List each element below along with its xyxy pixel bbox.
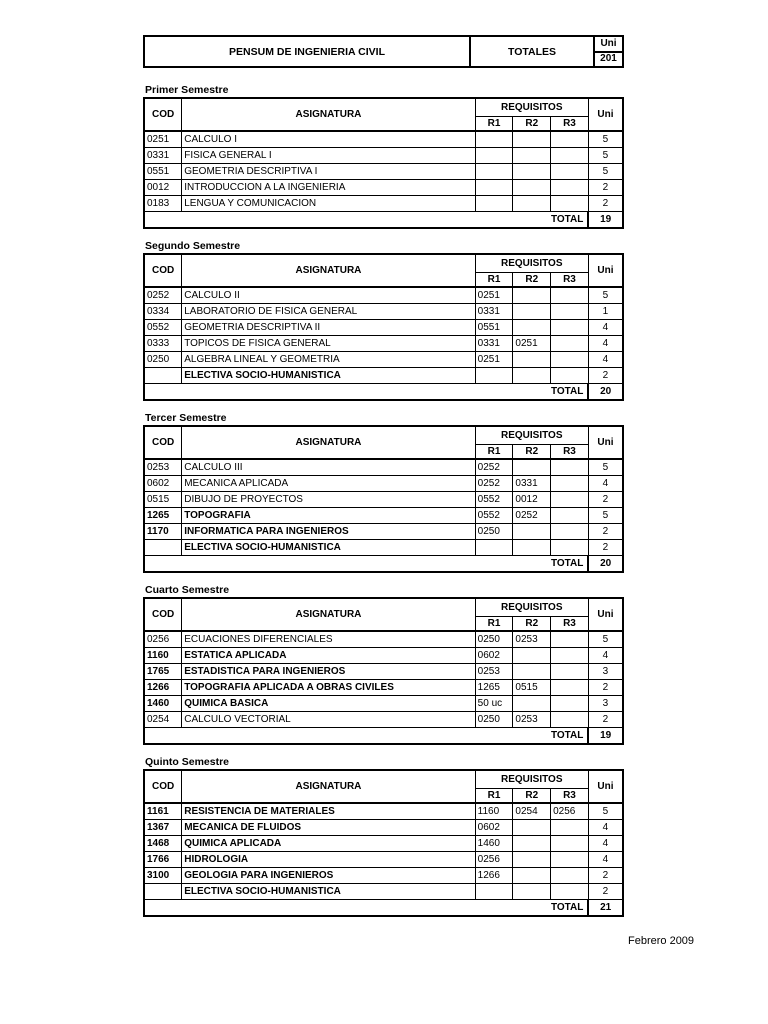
course-units: 5 <box>588 164 623 180</box>
table-row <box>144 336 623 352</box>
prerequisite-r3 <box>551 131 589 148</box>
course-name: DIBUJO DE PROYECTOS <box>182 492 475 508</box>
course-units: 2 <box>588 868 623 884</box>
course-name: LABORATORIO DE FISICA GENERAL <box>182 304 475 320</box>
course-units: 1 <box>588 304 623 320</box>
course-code: 0602 <box>144 476 182 492</box>
course-name: CALCULO III <box>182 459 475 476</box>
col-header-r3: R3 <box>551 117 589 132</box>
course-units: 3 <box>588 664 623 680</box>
prerequisite-r3 <box>551 820 589 836</box>
semester-total: 20 <box>588 384 623 401</box>
table-row <box>144 287 623 304</box>
table-row <box>144 868 623 884</box>
prerequisite-r3 <box>551 712 589 728</box>
prerequisite-r3 <box>551 336 589 352</box>
total-row <box>144 728 623 745</box>
prerequisite-r2: 0252 <box>513 508 551 524</box>
prerequisite-r2 <box>513 352 551 368</box>
col-header-r2: R2 <box>513 445 551 460</box>
prerequisite-r3 <box>551 524 589 540</box>
col-header-uni: Uni <box>588 254 623 287</box>
col-header-asignatura: ASIGNATURA <box>182 98 475 131</box>
course-code: 0331 <box>144 148 182 164</box>
prerequisite-r2 <box>513 287 551 304</box>
pensum-header <box>143 35 624 68</box>
course-units: 5 <box>588 803 623 820</box>
col-header-r2: R2 <box>513 117 551 132</box>
prerequisite-r3 <box>551 852 589 868</box>
prerequisite-r1 <box>475 368 513 384</box>
total-row <box>144 556 623 573</box>
prerequisite-r2 <box>513 131 551 148</box>
semester-table <box>143 97 624 229</box>
course-code <box>144 540 182 556</box>
course-code: 1460 <box>144 696 182 712</box>
table-row <box>144 803 623 820</box>
course-code: 1161 <box>144 803 182 820</box>
course-name: ESTATICA APLICADA <box>182 648 475 664</box>
prerequisite-r1: 0256 <box>475 852 513 868</box>
course-code: 0253 <box>144 459 182 476</box>
prerequisite-r3 <box>551 868 589 884</box>
prerequisite-r3 <box>551 631 589 648</box>
prerequisite-r3 <box>551 352 589 368</box>
course-name: RESISTENCIA DE MATERIALES <box>182 803 475 820</box>
course-name: ELECTIVA SOCIO-HUMANISTICA <box>182 368 475 384</box>
col-header-requisitos: REQUISITOS <box>475 98 588 117</box>
table-row <box>144 508 623 524</box>
course-code: 1367 <box>144 820 182 836</box>
course-code: 3100 <box>144 868 182 884</box>
course-name: INTRODUCCION A LA INGENIERIA <box>182 180 475 196</box>
course-units: 2 <box>588 680 623 696</box>
prerequisite-r2 <box>513 868 551 884</box>
footer-date: Febrero 2009 <box>628 935 695 947</box>
prerequisite-r1 <box>475 164 513 180</box>
course-name: GEOMETRIA DESCRIPTIVA II <box>182 320 475 336</box>
semester-title: Quinto Semestre <box>145 756 230 768</box>
prerequisite-r1: 0250 <box>475 631 513 648</box>
col-header-uni: Uni <box>588 98 623 131</box>
course-name: ELECTIVA SOCIO-HUMANISTICA <box>182 540 475 556</box>
course-name: MECANICA DE FLUIDOS <box>182 820 475 836</box>
total-units-label: Uni <box>595 37 622 53</box>
prerequisite-r1: 0250 <box>475 524 513 540</box>
course-name: QUIMICA APLICADA <box>182 836 475 852</box>
prerequisite-r1: 1160 <box>475 803 513 820</box>
prerequisite-r3 <box>551 476 589 492</box>
col-header-r1: R1 <box>475 789 513 804</box>
prerequisite-r1 <box>475 180 513 196</box>
course-units: 4 <box>588 836 623 852</box>
prerequisite-r2 <box>513 304 551 320</box>
prerequisite-r2 <box>513 820 551 836</box>
prerequisite-r3 <box>551 648 589 664</box>
prerequisite-r3 <box>551 884 589 900</box>
course-units: 2 <box>588 540 623 556</box>
course-units: 3 <box>588 696 623 712</box>
course-units: 4 <box>588 352 623 368</box>
table-row <box>144 524 623 540</box>
col-header-requisitos: REQUISITOS <box>475 598 588 617</box>
course-units: 4 <box>588 320 623 336</box>
prerequisite-r1: 1460 <box>475 836 513 852</box>
total-label: TOTAL <box>550 558 584 569</box>
total-row <box>144 900 623 917</box>
course-name: GEOLOGIA PARA INGENIEROS <box>182 868 475 884</box>
prerequisite-r2 <box>513 540 551 556</box>
course-code: 1766 <box>144 852 182 868</box>
prerequisite-r1: 50 uc <box>475 696 513 712</box>
prerequisite-r3 <box>551 287 589 304</box>
table-row <box>144 492 623 508</box>
col-header-cod: COD <box>144 770 182 803</box>
prerequisite-r2 <box>513 180 551 196</box>
course-name: CALCULO VECTORIAL <box>182 712 475 728</box>
course-name: GEOMETRIA DESCRIPTIVA I <box>182 164 475 180</box>
course-units: 5 <box>588 508 623 524</box>
course-code: 0515 <box>144 492 182 508</box>
prerequisite-r1: 0252 <box>475 476 513 492</box>
col-header-r1: R1 <box>475 617 513 632</box>
course-code: 1266 <box>144 680 182 696</box>
prerequisite-r1: 1265 <box>475 680 513 696</box>
semester-title: Cuarto Semestre <box>145 584 230 596</box>
table-row <box>144 368 623 384</box>
course-units: 2 <box>588 180 623 196</box>
col-header-r1: R1 <box>475 117 513 132</box>
course-units: 2 <box>588 524 623 540</box>
col-header-requisitos: REQUISITOS <box>475 426 588 445</box>
col-header-r1: R1 <box>475 273 513 288</box>
table-row <box>144 476 623 492</box>
col-header-asignatura: ASIGNATURA <box>182 770 475 803</box>
semester-table <box>143 597 624 745</box>
col-header-asignatura: ASIGNATURA <box>182 254 475 287</box>
prerequisite-r2 <box>513 664 551 680</box>
col-header-r2: R2 <box>513 617 551 632</box>
prerequisite-r3 <box>551 304 589 320</box>
course-units: 5 <box>588 459 623 476</box>
table-row <box>144 148 623 164</box>
course-name: TOPICOS DE FISICA GENERAL <box>182 336 475 352</box>
prerequisite-r2: 0253 <box>513 631 551 648</box>
course-units: 2 <box>588 884 623 900</box>
prerequisite-r1: 0602 <box>475 820 513 836</box>
prerequisite-r3 <box>551 148 589 164</box>
pensum-title: PENSUM DE INGENIERIA CIVIL <box>145 37 471 66</box>
col-header-r2: R2 <box>513 273 551 288</box>
course-name: TOPOGRAFIA <box>182 508 475 524</box>
totals-label: TOTALES <box>471 37 595 66</box>
semester-table <box>143 769 624 917</box>
col-header-r3: R3 <box>551 789 589 804</box>
prerequisite-r1: 0602 <box>475 648 513 664</box>
table-row <box>144 196 623 212</box>
col-header-cod: COD <box>144 598 182 631</box>
total-row <box>144 384 623 401</box>
total-units-value: 201 <box>600 53 617 65</box>
course-code: 0183 <box>144 196 182 212</box>
prerequisite-r2 <box>513 852 551 868</box>
prerequisite-r3: 0256 <box>551 803 589 820</box>
prerequisite-r3 <box>551 368 589 384</box>
prerequisite-r3 <box>551 508 589 524</box>
prerequisite-r2 <box>513 696 551 712</box>
course-code: 0012 <box>144 180 182 196</box>
course-units: 2 <box>588 368 623 384</box>
total-label: TOTAL <box>550 902 584 913</box>
prerequisite-r2 <box>513 648 551 664</box>
course-name: LENGUA Y COMUNICACION <box>182 196 475 212</box>
table-row <box>144 648 623 664</box>
table-row <box>144 180 623 196</box>
col-header-r3: R3 <box>551 273 589 288</box>
prerequisite-r1: 0253 <box>475 664 513 680</box>
total-label: TOTAL <box>550 730 584 741</box>
table-row <box>144 696 623 712</box>
prerequisite-r1 <box>475 131 513 148</box>
prerequisite-r2 <box>513 368 551 384</box>
table-row <box>144 631 623 648</box>
course-code: 0254 <box>144 712 182 728</box>
course-name: CALCULO I <box>182 131 475 148</box>
table-row <box>144 320 623 336</box>
table-row <box>144 884 623 900</box>
prerequisite-r1: 1266 <box>475 868 513 884</box>
prerequisite-r2 <box>513 524 551 540</box>
prerequisite-r2 <box>513 884 551 900</box>
course-units: 2 <box>588 196 623 212</box>
prerequisite-r3 <box>551 664 589 680</box>
table-row <box>144 459 623 476</box>
prerequisite-r2 <box>513 164 551 180</box>
prerequisite-r1 <box>475 884 513 900</box>
course-units: 4 <box>588 820 623 836</box>
course-code: 1160 <box>144 648 182 664</box>
course-code <box>144 368 182 384</box>
prerequisite-r1: 0331 <box>475 304 513 320</box>
semester-total: 19 <box>588 728 623 745</box>
course-units: 5 <box>588 631 623 648</box>
total-row <box>144 212 623 229</box>
course-name: MECANICA APLICADA <box>182 476 475 492</box>
prerequisite-r1 <box>475 196 513 212</box>
prerequisite-r3 <box>551 680 589 696</box>
prerequisite-r2: 0254 <box>513 803 551 820</box>
prerequisite-r1: 0252 <box>475 459 513 476</box>
total-label: TOTAL <box>550 386 584 397</box>
course-units: 5 <box>588 148 623 164</box>
prerequisite-r2: 0253 <box>513 712 551 728</box>
prerequisite-r1: 0331 <box>475 336 513 352</box>
prerequisite-r3 <box>551 492 589 508</box>
course-units: 2 <box>588 492 623 508</box>
prerequisite-r2: 0331 <box>513 476 551 492</box>
course-units: 4 <box>588 336 623 352</box>
col-header-uni: Uni <box>588 770 623 803</box>
prerequisite-r2: 0515 <box>513 680 551 696</box>
col-header-r3: R3 <box>551 445 589 460</box>
col-header-uni: Uni <box>588 426 623 459</box>
course-code: 0252 <box>144 287 182 304</box>
course-code: 1468 <box>144 836 182 852</box>
course-units: 5 <box>588 131 623 148</box>
prerequisite-r3 <box>551 540 589 556</box>
semester-table <box>143 425 624 573</box>
prerequisite-r3 <box>551 696 589 712</box>
course-code: 0251 <box>144 131 182 148</box>
col-header-requisitos: REQUISITOS <box>475 770 588 789</box>
prerequisite-r2: 0012 <box>513 492 551 508</box>
prerequisite-r3 <box>551 320 589 336</box>
total-units <box>595 37 622 66</box>
prerequisite-r1: 0251 <box>475 287 513 304</box>
course-code: 0256 <box>144 631 182 648</box>
course-name: HIDROLOGIA <box>182 852 475 868</box>
course-name: ALGEBRA LINEAL Y GEOMETRIA <box>182 352 475 368</box>
col-header-uni: Uni <box>588 598 623 631</box>
table-row <box>144 820 623 836</box>
course-code <box>144 884 182 900</box>
prerequisite-r2 <box>513 836 551 852</box>
total-label: TOTAL <box>550 214 584 225</box>
prerequisite-r1: 0552 <box>475 492 513 508</box>
col-header-requisitos: REQUISITOS <box>475 254 588 273</box>
table-row <box>144 836 623 852</box>
semester-total: 19 <box>588 212 623 229</box>
col-header-asignatura: ASIGNATURA <box>182 426 475 459</box>
col-header-r3: R3 <box>551 617 589 632</box>
course-name: INFORMATICA PARA INGENIEROS <box>182 524 475 540</box>
table-row <box>144 131 623 148</box>
semester-title: Segundo Semestre <box>145 240 241 252</box>
course-code: 1765 <box>144 664 182 680</box>
semester-title: Tercer Semestre <box>145 412 227 424</box>
prerequisite-r3 <box>551 836 589 852</box>
prerequisite-r3 <box>551 459 589 476</box>
semester-total: 20 <box>588 556 623 573</box>
table-row <box>144 852 623 868</box>
semester-total: 21 <box>588 900 623 917</box>
col-header-r2: R2 <box>513 789 551 804</box>
prerequisite-r3 <box>551 164 589 180</box>
course-units: 4 <box>588 852 623 868</box>
course-name: TOPOGRAFIA APLICADA A OBRAS CIVILES <box>182 680 475 696</box>
prerequisite-r1 <box>475 540 513 556</box>
prerequisite-r2 <box>513 320 551 336</box>
col-header-asignatura: ASIGNATURA <box>182 598 475 631</box>
course-code: 0334 <box>144 304 182 320</box>
table-row <box>144 304 623 320</box>
prerequisite-r1: 0251 <box>475 352 513 368</box>
course-code: 0551 <box>144 164 182 180</box>
table-row <box>144 680 623 696</box>
course-code: 1170 <box>144 524 182 540</box>
course-name: ELECTIVA SOCIO-HUMANISTICA <box>182 884 475 900</box>
prerequisite-r1: 0551 <box>475 320 513 336</box>
course-units: 4 <box>588 648 623 664</box>
course-code: 0552 <box>144 320 182 336</box>
prerequisite-r3 <box>551 196 589 212</box>
course-code: 0250 <box>144 352 182 368</box>
prerequisite-r1 <box>475 148 513 164</box>
course-name: ECUACIONES DIFERENCIALES <box>182 631 475 648</box>
course-units: 4 <box>588 476 623 492</box>
table-row <box>144 540 623 556</box>
course-code: 1265 <box>144 508 182 524</box>
prerequisite-r2 <box>513 196 551 212</box>
semester-table <box>143 253 624 401</box>
course-name: QUIMICA BASICA <box>182 696 475 712</box>
col-header-r1: R1 <box>475 445 513 460</box>
prerequisite-r3 <box>551 180 589 196</box>
table-row <box>144 352 623 368</box>
prerequisite-r1: 0250 <box>475 712 513 728</box>
table-row <box>144 712 623 728</box>
table-row <box>144 164 623 180</box>
prerequisite-r2 <box>513 148 551 164</box>
course-units: 2 <box>588 712 623 728</box>
table-row <box>144 664 623 680</box>
col-header-cod: COD <box>144 254 182 287</box>
col-header-cod: COD <box>144 426 182 459</box>
col-header-cod: COD <box>144 98 182 131</box>
prerequisite-r1: 0552 <box>475 508 513 524</box>
course-units: 5 <box>588 287 623 304</box>
course-name: FISICA GENERAL I <box>182 148 475 164</box>
course-name: CALCULO II <box>182 287 475 304</box>
semester-title: Primer Semestre <box>145 84 229 96</box>
course-code: 0333 <box>144 336 182 352</box>
prerequisite-r2: 0251 <box>513 336 551 352</box>
course-name: ESTADISTICA PARA INGENIEROS <box>182 664 475 680</box>
prerequisite-r2 <box>513 459 551 476</box>
